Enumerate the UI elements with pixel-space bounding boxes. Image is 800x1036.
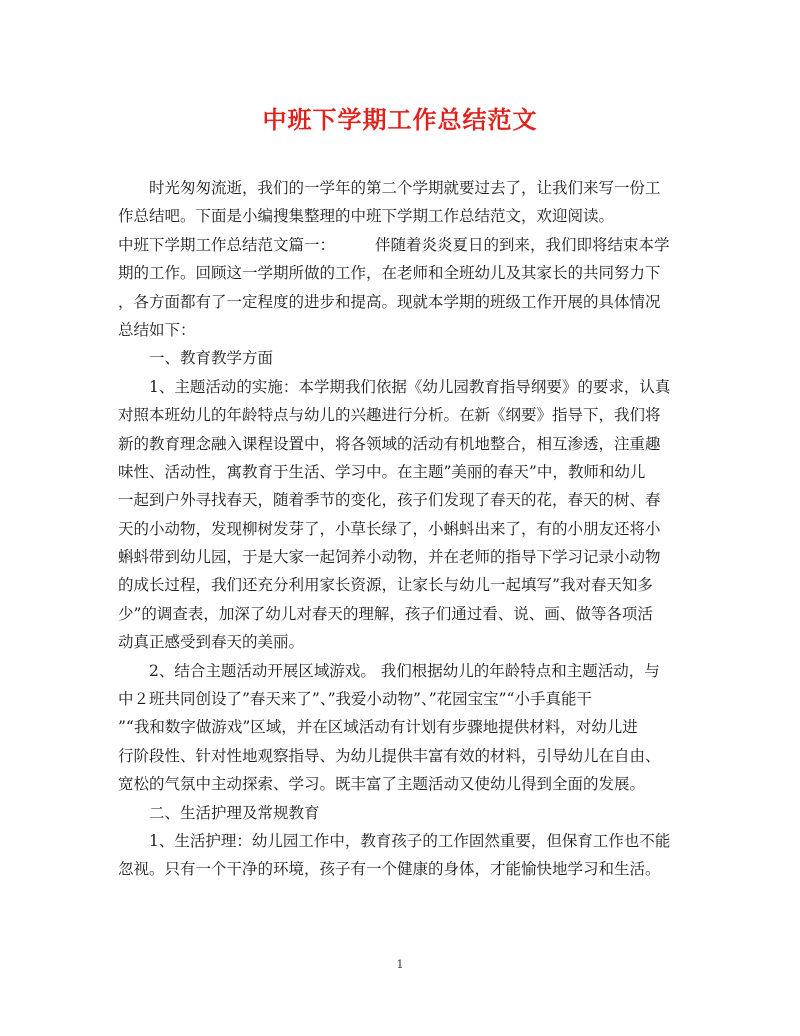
text-line (118, 628, 680, 656)
text-line-content: 对照本班幼儿的年龄特点与幼儿的兴趣进行分析。在新《纲要》指导下，我们将 (118, 406, 661, 425)
text-line-content: 1、生活护理：幼儿园工作中，教育孩子的工作固然重要，但保育工作也不能 (149, 831, 671, 850)
text-line (118, 401, 680, 429)
text-line (118, 458, 680, 486)
text-line-content: 中２班共同创设了”春天来了”、”我爱小动物”、”花园宝宝”“小手真能干 (118, 690, 592, 709)
text-line-content: 的成长过程，我们还充分利用家长资源，让家长与幼儿一起填写”我对春天知多 (118, 576, 653, 595)
text-line-tail: 伴随着炎炎夏日的到来，我们即将结束本学 (375, 235, 670, 254)
text-line-content: 总结如下： (118, 320, 196, 339)
text-line-content: 期的工作。回顾这一学期所做的工作，在老师和全班幼儿及其家长的共同努力下 (118, 264, 661, 283)
text-line-content: 1、主题活动的实施：本学期我们依据《幼儿园教育指导纲要》的要求，认真 (149, 377, 671, 396)
text-line (118, 543, 680, 571)
document-title: 中班下学期工作总结范文 (262, 105, 538, 134)
text-line-content: ”“我和数字做游戏”区域，并在区域活动有计划有步骤地提供材料，对幼儿进 (118, 718, 638, 737)
page-number: 1 (396, 958, 404, 971)
text-line (118, 657, 680, 685)
text-line (118, 600, 680, 628)
text-line-content: 二、生活护理及常规教育 (149, 803, 320, 822)
text-line-content: 味性、活动性，寓教育于生活、学习中。在主题”美丽的春天”中，教师和幼儿 (118, 462, 646, 481)
text-line-content: 行阶段性、针对性地观察指导、为幼儿提供丰富有效的材料，引导幼儿在自由、 (118, 746, 661, 765)
text-line (118, 770, 680, 798)
text-line (118, 486, 680, 514)
text-line (118, 827, 680, 855)
text-line (118, 373, 680, 401)
text-line-content: 作总结吧。下面是小编搜集整理的中班下学期工作总结范文，欢迎阅读。 (118, 207, 615, 226)
text-line (118, 202, 680, 230)
text-line (118, 685, 680, 713)
text-line (118, 742, 680, 770)
text-line (118, 430, 680, 458)
text-line-content: ，各方面都有了一定程度的进步和提高。现就本学期的班级工作开展的具体情况 (118, 292, 661, 311)
text-line (118, 174, 680, 202)
document-body (118, 174, 680, 884)
text-line-content: 一、教育教学方面 (149, 349, 274, 368)
text-line-content: 动真正感受到春天的美丽。 (118, 633, 305, 652)
text-line (118, 288, 680, 316)
text-line (118, 344, 680, 372)
text-line (118, 713, 680, 741)
text-line (118, 515, 680, 543)
text-line-content: 2、结合主题活动开展区域游戏。 我们根据幼儿的年龄特点和主题活动，与 (149, 661, 660, 680)
text-line-content: 蝌蚪带到幼儿园，于是大家一起饲养小动物，并在老师的指导下学习记录小动物 (118, 548, 661, 567)
text-line-content: 新的教育理念融入课程设置中，将各领域的活动有机地整合，相互渗透，注重趣 (118, 434, 661, 453)
text-line-content: 一起到户外寻找春天，随着季节的变化，孩子们发现了春天的花，春天的树、春 (118, 491, 661, 510)
text-line (118, 855, 680, 883)
text-line-content: 中班下学期工作总结范文篇一： (118, 235, 336, 254)
text-line-content: 时光匆匆流逝，我们的一学年的第二个学期就要过去了，让我们来写一份工 (149, 179, 661, 197)
text-line-content: 忽视。只有一个干净的环境，孩子有一个健康的身体，才能愉快地学习和生活。 (118, 860, 661, 879)
text-line-content: 少”的调查表，加深了幼儿对春天的理解，孩子们通过看、说、画、做等各项活 (118, 604, 653, 623)
text-line (118, 799, 680, 827)
text-line (118, 231, 680, 259)
text-line-content: 宽松的气氛中主动探索、学习。既丰富了主题活动又使幼儿得到全面的发展。 (118, 775, 646, 794)
text-line (118, 571, 680, 599)
text-line (118, 259, 680, 287)
text-line (118, 316, 680, 344)
text-line-content: 天的小动物，发现柳树发芽了，小草长绿了，小蝌蚪出来了，有的小朋友还将小 (118, 519, 661, 538)
